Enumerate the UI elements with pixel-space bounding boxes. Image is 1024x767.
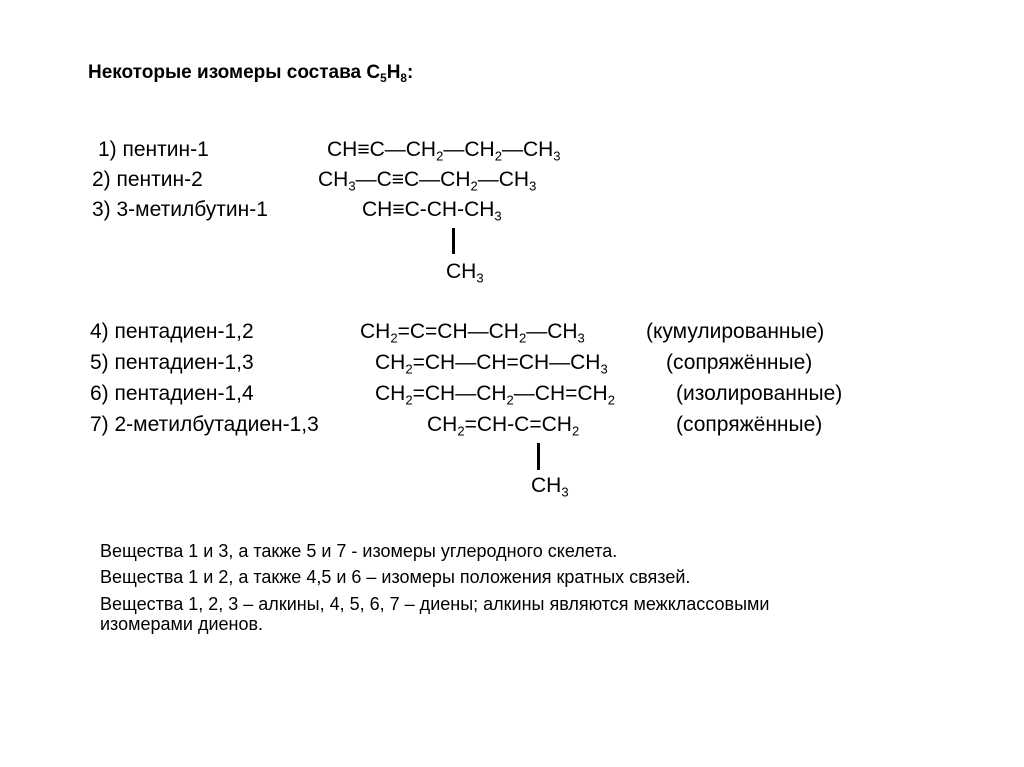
conclusion-1: Вещества 1 и 3, а также 5 и 7 - изомеры углеродного скелета.	[100, 541, 618, 561]
note-7: (сопряжённые)	[676, 413, 823, 436]
isomer-label-4: 4) пентадиен-1,2	[90, 320, 254, 343]
page-title: Некоторые изомеры состава $C_5H_8$:	[88, 62, 414, 86]
note-5: (сопряжённые)	[666, 351, 813, 374]
isomer-label-6: 6) пентадиен-1,4	[90, 382, 254, 405]
formula-3: $CH\equiv C-CH-CH_3$	[362, 198, 502, 224]
branch-bond-7	[537, 443, 540, 470]
conclusion-3: Вещества 1, 2, 3 – алкины, 4, 5, 6, 7 – диены; алкины являются межклассовыми	[100, 594, 770, 614]
conclusion-3-continued: изомерами диенов.	[100, 614, 264, 634]
isomer-label-5: 5) пентадиен-1,3	[90, 351, 254, 374]
isomer-label-2: 2) пентин-2	[92, 168, 203, 191]
branch-3: $CH_3$	[446, 260, 484, 286]
isomer-label-7: 7) 2-метилбутадиен-1,3	[90, 413, 319, 436]
conclusion-2: Вещества 1 и 2, а также 4,5 и 6 – изомеры положения кратных связей.	[100, 567, 691, 587]
formula-1: $CH\equiv C—CH_2—CH_2—CH_3$	[327, 138, 561, 164]
note-4: (кумулированные)	[646, 320, 825, 343]
branch-7: $CH_3$	[531, 474, 569, 500]
formula-2: $CH_3—C\equiv C—CH_2—CH_3$	[318, 168, 537, 194]
formula-5: $CH_2=CH—CH=CH—CH_3$	[375, 351, 608, 377]
note-6: (изолированные)	[676, 382, 843, 405]
formula-7: $CH_2=CH-C=CH_2$	[427, 413, 580, 439]
isomer-label-3: 3) 3-метилбутин-1	[92, 198, 268, 221]
branch-bond-3	[452, 228, 455, 254]
isomer-label-1: 1) пентин-1	[98, 138, 209, 161]
formula-4: $CH_2=C=CH—CH_2—CH_3$	[360, 320, 585, 346]
formula-6: $CH_2=CH—CH_2—CH=CH_2$	[375, 382, 615, 408]
